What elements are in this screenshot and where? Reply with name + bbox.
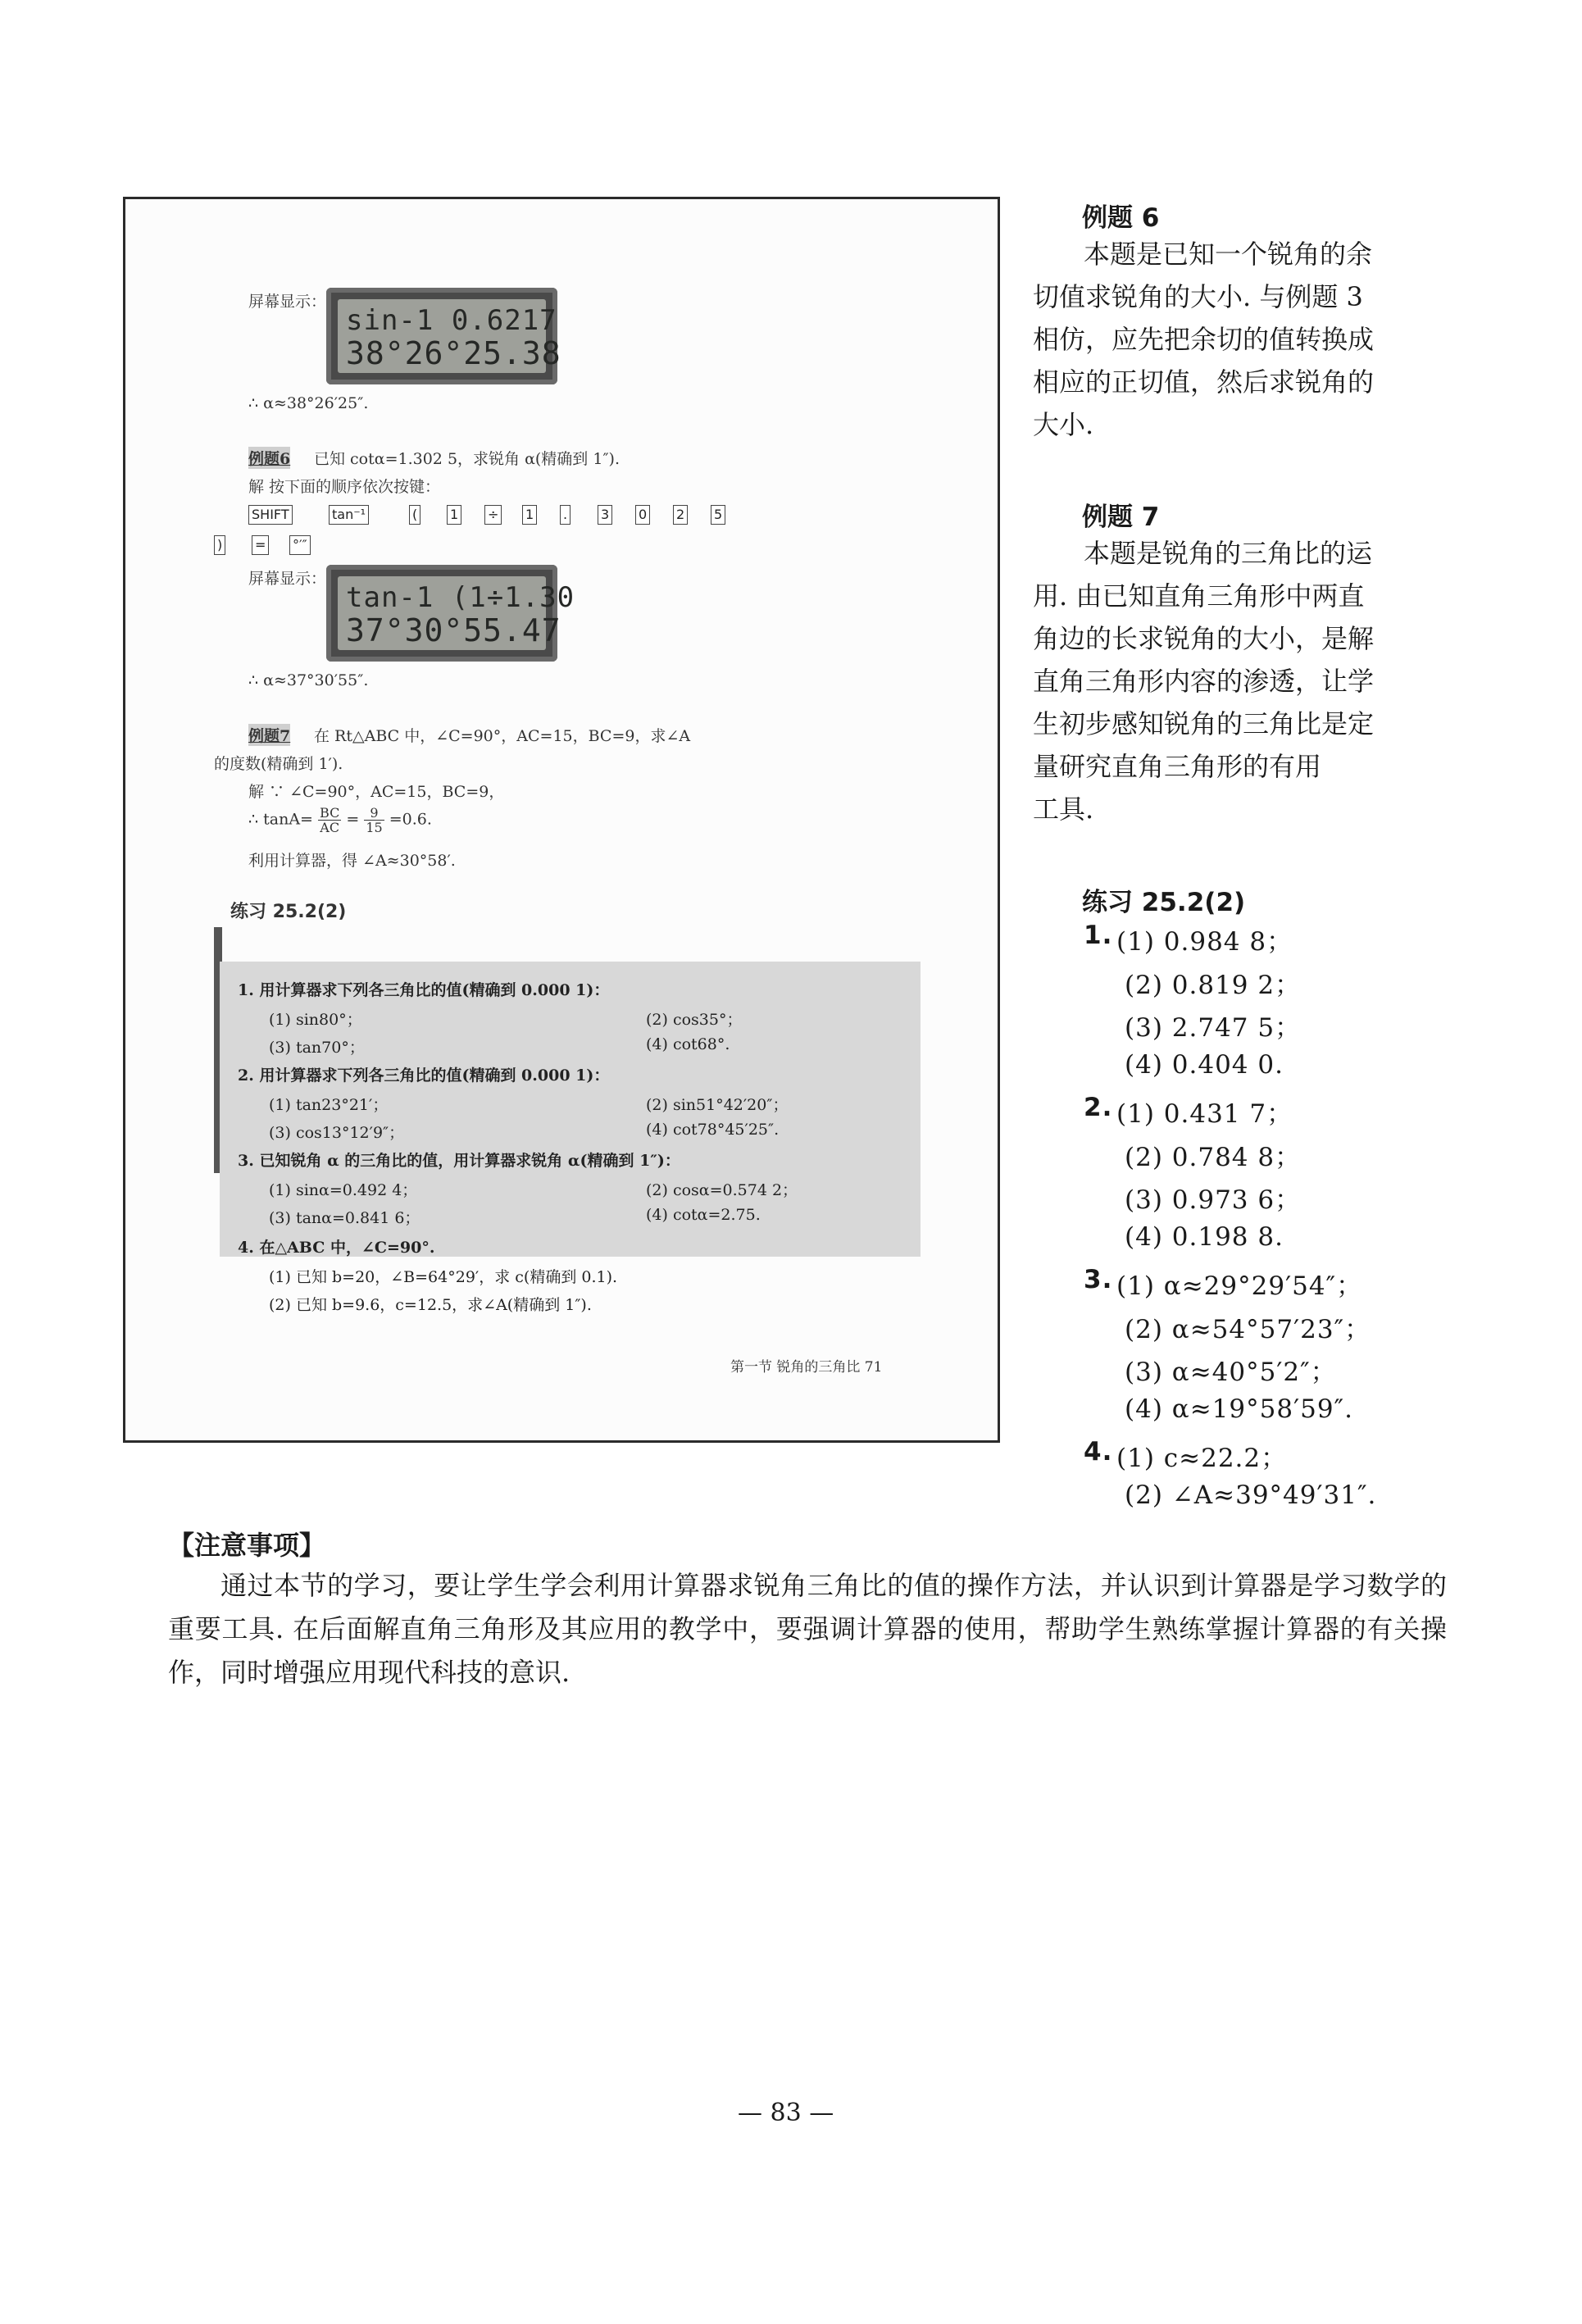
fraction-numerator: BC <box>320 805 340 821</box>
commentary-line: 切值求锐角的大小. 与例题 3 <box>1033 281 1363 312</box>
lcd-line-2: 38°26°25.38 <box>346 335 561 371</box>
calculator-key: ) <box>214 535 225 555</box>
answer-item: (3) 2.747 5； <box>1125 1013 1302 1043</box>
example-7-text-cont: 的度数(精确到 1′). <box>214 755 343 773</box>
practice-box <box>220 962 921 1314</box>
textbook-page-image <box>123 197 1000 1443</box>
practice-subitem: (4) cot68°. <box>646 1035 730 1053</box>
example-6-heading: 例题 6 <box>1082 203 1160 233</box>
answer-item: (3) 0.973 6； <box>1125 1185 1302 1215</box>
practice-subitem: (3) cos13°12′9″； <box>269 1124 405 1142</box>
example-7-solution-2 <box>248 806 432 835</box>
practice-subitem: (1) tan23°21′； <box>269 1096 389 1114</box>
example-7-solution-1: 解 ∵ ∠C=90°，AC=15，BC=9， <box>248 783 505 801</box>
commentary-line: 用. 由已知直角三角形中两直 <box>1033 580 1365 612</box>
example-7-text: 在 Rt△ABC 中，∠C=90°，AC=15，BC=9，求∠A <box>314 727 691 745</box>
fraction-9-15 <box>364 806 384 835</box>
example-7-heading: 例题 7 <box>1082 503 1160 532</box>
commentary-line: 工具. <box>1033 794 1094 825</box>
commentary-line: 大小. <box>1033 409 1094 440</box>
answer-number: 3. <box>1084 1265 1113 1294</box>
answer-item: (2) α≈54°57′23″； <box>1125 1314 1371 1344</box>
calculator-key: tan⁻¹ <box>329 505 369 525</box>
answer-item: (1) 0.431 7； <box>1116 1099 1293 1129</box>
practice-subitem: (2) cos35°； <box>646 1011 743 1029</box>
practice-subitem: (4) cot78°45′25″. <box>646 1121 780 1139</box>
screen-label: 屏幕显示： <box>248 293 327 311</box>
answer-item: (2) 0.784 8； <box>1125 1142 1302 1172</box>
fraction-bc-ac <box>318 806 341 835</box>
practice-subitem: (2) 已知 b=9.6，c=12.5，求∠A(精确到 1″). <box>269 1296 592 1314</box>
page-footer: 第一节 锐角的三角比 71 <box>730 1359 883 1376</box>
calculator-key: . <box>560 505 571 525</box>
practice-subitem: (1) sin80°； <box>269 1011 362 1029</box>
page-number: — 83 — <box>738 2099 834 2127</box>
commentary-line: 角边的长求锐角的大小，是解 <box>1033 623 1375 654</box>
practice-question: 4. 在△ABC 中，∠C=90°. <box>238 1239 435 1257</box>
answer-item: (4) 0.198 8. <box>1125 1221 1284 1252</box>
answer-item: (3) α≈40°5′2″； <box>1125 1358 1337 1387</box>
lcd-line-1: sin-1 0.6217 <box>346 304 557 337</box>
calculator-key: 2 <box>673 505 688 525</box>
example-7-tag: 例题7 <box>248 724 290 746</box>
practice-question: 1. 用计算器求下列各三角比的值(精确到 0.000 1)： <box>238 981 610 999</box>
calculator-key: ( <box>409 505 421 525</box>
answer-item: (4) α≈19°58′59″. <box>1125 1394 1353 1424</box>
calculator-key: 1 <box>447 505 461 525</box>
example-7-solution-3: 利用计算器，得 ∠A≈30°58′. <box>248 852 456 870</box>
commentary-line: 直角三角形内容的渗透，让学 <box>1033 666 1375 697</box>
answer-number: 2. <box>1084 1093 1113 1122</box>
answer-item: (1) 0.984 8； <box>1116 927 1293 957</box>
practice-subitem: (3) tan70°； <box>269 1039 365 1057</box>
answer-item: (2) ∠A≈39°49′31″. <box>1125 1480 1377 1510</box>
commentary-line: 本题是锐角的三角比的运 <box>1084 538 1373 569</box>
answer-number: 4. <box>1084 1437 1113 1467</box>
calculator-key: ÷ <box>484 505 502 525</box>
practice-subitem: (1) sinα=0.492 4； <box>269 1181 418 1199</box>
tan-prefix: ∴ tanA= <box>248 810 313 829</box>
fraction-numerator: 9 <box>364 806 384 821</box>
answer-number: 1. <box>1084 921 1113 950</box>
answer-item: (1) c≈22.2； <box>1116 1444 1288 1473</box>
practice-answers-heading: 练习 25.2(2) <box>1082 888 1246 917</box>
example-6-text: 已知 cotα=1.302 5，求锐角 α(精确到 1″). <box>314 450 620 468</box>
commentary-line: 相应的正切值，然后求锐角的 <box>1033 366 1375 398</box>
commentary-line: 相仿，应先把余切的值转换成 <box>1033 324 1375 355</box>
practice-question: 3. 已知锐角 α 的三角比的值，用计算器求锐角 α(精确到 1″)： <box>238 1152 680 1170</box>
tan-result: =0.6. <box>389 810 432 829</box>
lcd-line-2: 37°30°55.47 <box>346 612 561 648</box>
practice-subitem: (1) 已知 b=20，∠B=64°29′，求 c(精确到 0.1). <box>269 1268 618 1286</box>
answer-item: (2) 0.819 2； <box>1125 970 1302 1000</box>
calculator-display <box>326 565 575 662</box>
calculator-key: 5 <box>711 505 725 525</box>
answer-item: (4) 0.404 0. <box>1125 1049 1284 1080</box>
equals-sign: = <box>346 810 360 829</box>
calculator-key: SHIFT <box>248 505 293 525</box>
commentary-line: 生初步感知锐角的三角比是定 <box>1033 708 1375 739</box>
example-6-solution: 解 按下面的顺序依次按键： <box>248 478 441 496</box>
calculator-key: = <box>252 535 269 555</box>
notes-paragraph: 通过本节的学习，要让学生学会利用计算器求锐角三角比的值的操作方法，并认识到计算器是学习数学的重要工具. 在后面解直角三角形及其应用的教学中，要强调计算器的使用，帮助学生熟练掌握计算器的有关操作，同时增强应用现代科技的意识. <box>168 1570 1447 1688</box>
notes-heading: 【注意事项】 <box>168 1530 326 1561</box>
practice-subitem: (2) sin51°42′20″； <box>646 1096 789 1114</box>
fraction-denominator: 15 <box>366 820 383 835</box>
commentary-line: 本题是已知一个锐角的余 <box>1084 239 1373 270</box>
lcd-screen <box>338 576 575 650</box>
calculator-key: °′″ <box>289 535 311 555</box>
practice-subitem: (3) tanα=0.841 6； <box>269 1209 421 1227</box>
result-text: ∴ α≈38°26′25″. <box>248 394 369 412</box>
answer-item: (1) α≈29°29′54″； <box>1116 1271 1363 1301</box>
practice-title: 练习 25.2(2) <box>230 902 347 922</box>
calculator-display <box>326 288 561 384</box>
screen-label: 屏幕显示： <box>248 570 327 588</box>
result-text: ∴ α≈37°30′55″. <box>248 671 369 689</box>
practice-question: 2. 用计算器求下列各三角比的值(精确到 0.000 1)： <box>238 1066 610 1085</box>
calculator-key: 1 <box>522 505 537 525</box>
practice-subitem: (2) cosα=0.574 2； <box>646 1181 798 1199</box>
lcd-line-1: tan-1 (1÷1.30 <box>346 581 575 614</box>
calculator-key: 3 <box>598 505 612 525</box>
example-6-tag: 例题6 <box>248 447 290 469</box>
commentary-line: 量研究直角三角形的有用 <box>1033 751 1322 782</box>
lcd-screen <box>338 299 561 373</box>
fraction-denominator: AC <box>320 820 340 835</box>
calculator-key: 0 <box>635 505 650 525</box>
practice-subitem: (4) cotα=2.75. <box>646 1206 761 1224</box>
